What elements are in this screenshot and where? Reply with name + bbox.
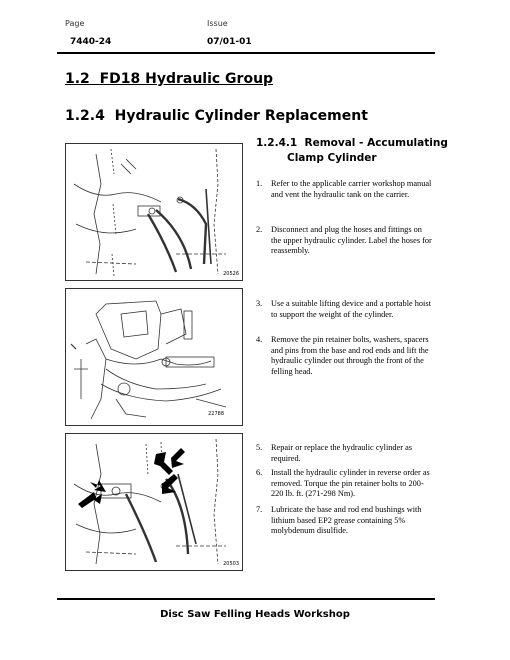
- arrow-left-upper-icon: [86, 478, 106, 492]
- figure-1-illustration: [66, 144, 242, 280]
- page-number: 7440-24: [70, 37, 112, 47]
- issue-date: 07/01-01: [207, 37, 252, 47]
- step-5: 5. Repair or replace the hydraulic cylinder as required.: [256, 443, 412, 463]
- figure-1-number: 20526: [223, 271, 239, 277]
- step-2: 2. Disconnect and plug the hoses and fittings on the upper hydraulic cylinder. Label the hoses for reassembly.: [256, 225, 432, 256]
- step-3: 3. Use a suitable lifting device and a portable hoist to support the weight of the cylinder.: [256, 299, 431, 319]
- step-7: 7. Lubricate the base and rod end bushings with lithium based EP2 grease containing 5% molybdenum disulfide.: [256, 505, 422, 536]
- footer-rule: [57, 598, 435, 600]
- step-4: 4. Remove the pin retainer bolts, washers, spacers and pins from the base and rod ends and lift the hydraulic cylinder out through the front of the felling head.: [256, 335, 429, 376]
- figure-felling-head: [65, 288, 243, 426]
- figure-3-number: 20503: [223, 561, 239, 567]
- footer-title: Disc Saw Felling Heads Workshop: [160, 609, 350, 620]
- arrow-top-icon: [154, 452, 173, 475]
- issue-label: Issue: [207, 19, 228, 28]
- step-1: 1. Refer to the applicable carrier workshop manual and vent the hydraulic tank on the carrier.: [256, 179, 432, 199]
- figure-2-number: 22788: [208, 411, 224, 417]
- subsubsection-heading: 1.2.4.1 Removal - Accumulating Clamp Cylinder: [256, 137, 448, 164]
- page-label: Page: [65, 19, 85, 28]
- arrow-right-icon: [162, 474, 178, 494]
- figure-2-illustration: [66, 289, 242, 425]
- header-rule: [57, 52, 435, 54]
- step-6: 6. Install the hydraulic cylinder in reverse order as removed. Torque the pin retainer bolts to 200-220 lb. ft. (271-298 Nm).: [256, 468, 430, 499]
- figure-3-illustration: [66, 434, 242, 570]
- figure-upper-cylinder-hoses: [65, 143, 243, 281]
- subsection-heading: 1.2.4 Hydraulic Cylinder Replacement: [65, 108, 368, 124]
- arrow-top-right-icon: [171, 448, 185, 468]
- figure-cylinder-pins: [65, 433, 243, 571]
- section-heading: 1.2 FD18 Hydraulic Group: [65, 71, 274, 87]
